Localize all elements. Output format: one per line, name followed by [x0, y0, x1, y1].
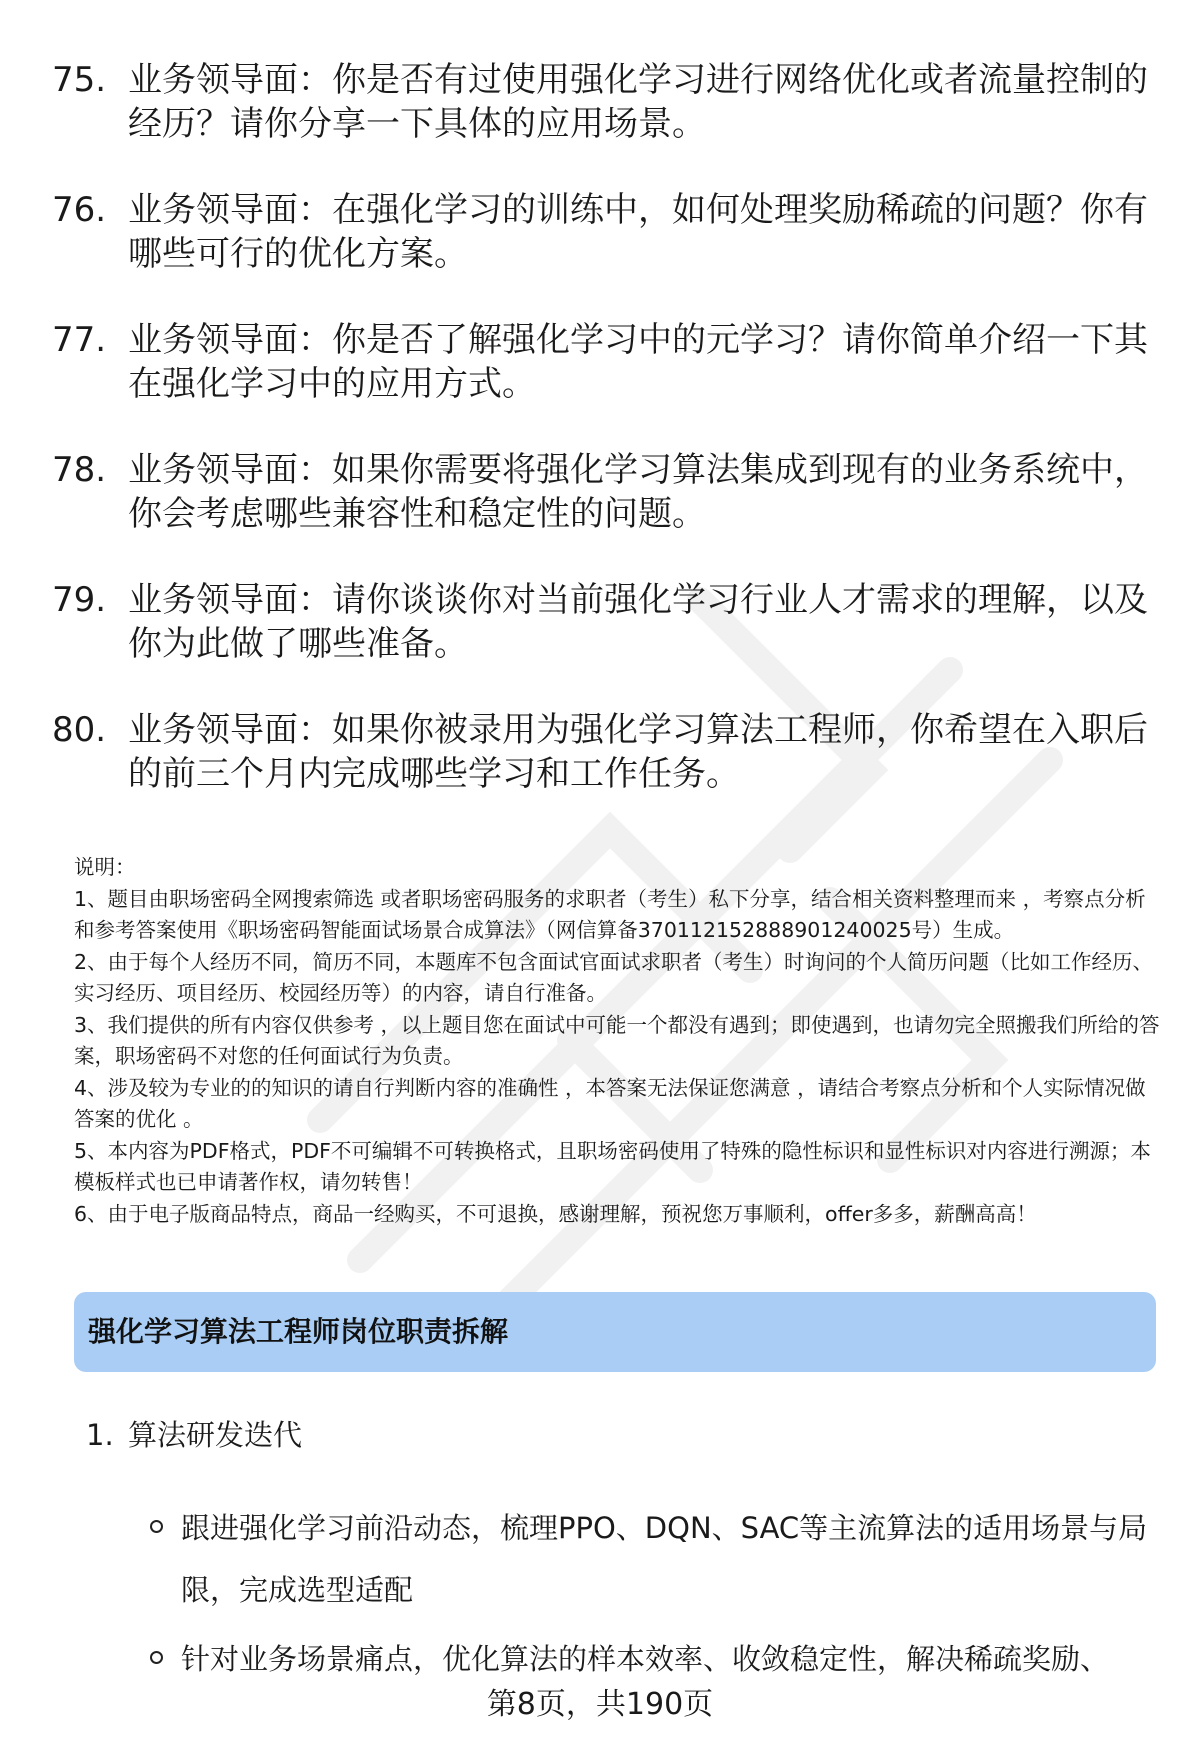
question-text: 业务领导面：如果你被录用为强化学习算法工程师，你希望在入职后的前三个月内完成哪些学习和工作任务。 — [128, 710, 1148, 794]
page-number-footer: 第8页，共190页 — [486, 1687, 714, 1722]
question-number: 78. — [52, 450, 107, 490]
notes-heading: 说明： — [74, 855, 136, 879]
item-title: 算法研发迭代 — [128, 1418, 303, 1452]
bullet-list — [150, 1497, 1160, 1697]
question-item — [52, 58, 1162, 146]
question-text: 业务领导面：在强化学习的训练中，如何处理奖励稀疏的问题？你有哪些可行的优化方案。 — [128, 190, 1148, 274]
question-number: 80. — [52, 710, 107, 750]
bullet-item — [150, 1628, 1160, 1690]
question-item — [52, 188, 1162, 276]
notes-block — [74, 852, 1164, 1230]
note-item: 4、涉及较为专业的的知识的请自行判断内容的准确性 ，本答案无法保证您满意 ，请结合考察点分析和个人实际情况做答案的优化 。 — [74, 1075, 1146, 1131]
bullet-item — [150, 1497, 1160, 1621]
question-item — [52, 578, 1162, 666]
question-number: 75. — [52, 60, 107, 100]
note-item: 2、由于每个人经历不同，简历不同，本题库不包含面试官面试求职者（考生）时询问的个人简历问题（比如工作经历、实习经历、项目经历、校园经历等）的内容，请自行准备。 — [74, 949, 1154, 1005]
note-item: 6、由于电子版商品特点，商品一经购买，不可退换，感谢理解，预祝您万事顺利，offer多多，薪酬高高！ — [74, 1201, 1037, 1226]
bullet-text: 跟进强化学习前沿动态，梳理PPO、DQN、SAC等主流算法的适用场景与局限，完成选型适配 — [181, 1511, 1148, 1607]
question-number: 76. — [52, 190, 107, 230]
hollow-circle-bullet-icon — [150, 1651, 163, 1664]
question-text: 业务领导面：请你谈谈你对当前强化学习行业人才需求的理解，以及你为此做了哪些准备。 — [128, 580, 1148, 664]
question-item — [52, 448, 1162, 536]
question-text: 业务领导面：如果你需要将强化学习算法集成到现有的业务系统中，你会考虑哪些兼容性和稳定性的问题。 — [128, 450, 1148, 534]
section-title: 强化学习算法工程师岗位职责拆解 — [88, 1315, 509, 1348]
question-item — [52, 318, 1162, 406]
question-list — [52, 58, 1162, 838]
bullet-text: 针对业务场景痛点，优化算法的样本效率、收敛稳定性，解决稀疏奖励、 — [181, 1642, 1110, 1676]
question-number: 79. — [52, 580, 107, 620]
note-item: 5、本内容为PDF格式，PDF不可编辑不可转换格式，且职场密码使用了特殊的隐性标识和显性标识对内容进行溯源；本模板样式也已申请著作权，请勿转售！ — [74, 1138, 1151, 1194]
section-header — [74, 1292, 1156, 1372]
question-text: 业务领导面：你是否了解强化学习中的元学习？请你简单介绍一下其在强化学习中的应用方式。 — [128, 320, 1148, 404]
question-text: 业务领导面：你是否有过使用强化学习进行网络优化或者流量控制的经历？请你分享一下具体的应用场景。 — [128, 60, 1148, 144]
note-item: 3、我们提供的所有内容仅供参考 ，以上题目您在面试中可能一个都没有遇到；即使遇到，也请勿完全照搬我们所给的答案，职场密码不对您的任何面试行为负责。 — [74, 1012, 1160, 1068]
question-item — [52, 708, 1162, 796]
note-item: 1、题目由职场密码全网搜索筛选 或者职场密码服务的求职者（考生）私下分享，结合相关资料整理而来 ，考察点分析和参考答案使用《职场密码智能面试场景合成算法》（网信算备370112152888901240025号）生成。 — [74, 886, 1146, 942]
hollow-circle-bullet-icon — [150, 1520, 163, 1533]
question-number: 77. — [52, 320, 107, 360]
item-number: 1. — [86, 1418, 114, 1452]
